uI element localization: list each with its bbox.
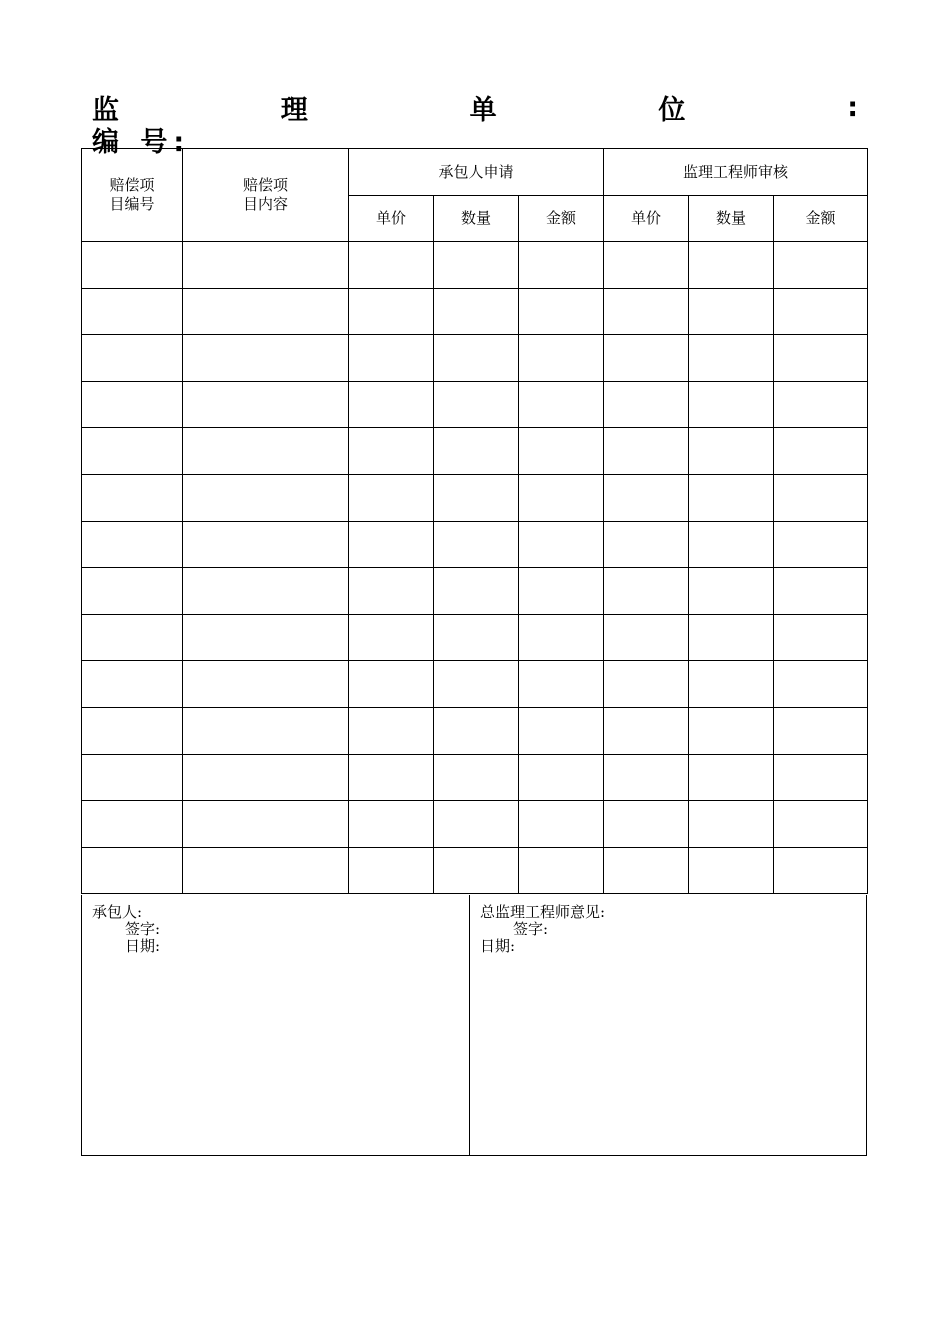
table-cell[interactable]: [519, 847, 604, 894]
table-cell[interactable]: [82, 707, 183, 754]
table-cell[interactable]: [519, 754, 604, 801]
subheader-supervisor-quantity: 数量: [689, 196, 774, 242]
table-cell[interactable]: [689, 428, 774, 475]
contractor-date-label: 日期:: [125, 937, 161, 955]
table-cell[interactable]: [82, 381, 183, 428]
table-cell[interactable]: [434, 521, 519, 568]
table-cell[interactable]: [349, 707, 434, 754]
table-cell[interactable]: [434, 801, 519, 848]
table-row: [82, 614, 868, 661]
table-cell[interactable]: [519, 521, 604, 568]
table-cell[interactable]: [604, 335, 689, 382]
document-number-label: 编 号:: [92, 127, 191, 158]
table-cell[interactable]: [349, 428, 434, 475]
table-row: [82, 707, 868, 754]
table-cell[interactable]: [519, 474, 604, 521]
table-cell[interactable]: [689, 242, 774, 289]
table-row: [82, 661, 868, 708]
table-row: [82, 847, 868, 894]
table-cell[interactable]: [434, 242, 519, 289]
table-cell[interactable]: [689, 801, 774, 848]
table-cell[interactable]: [774, 521, 868, 568]
table-row: [82, 335, 868, 382]
table-cell[interactable]: [183, 754, 349, 801]
table-cell[interactable]: [434, 381, 519, 428]
table-row: [82, 754, 868, 801]
table-cell[interactable]: [349, 474, 434, 521]
table-cell[interactable]: [82, 754, 183, 801]
subheader-supervisor-unit-price: 单价: [604, 196, 689, 242]
table-cell[interactable]: [689, 474, 774, 521]
title-char-4: 位: [658, 94, 686, 126]
contractor-label: 承包人:: [92, 903, 143, 921]
table-cell[interactable]: [604, 707, 689, 754]
chief-engineer-opinion-label: 总监理工程师意见:: [480, 903, 606, 921]
table-cell[interactable]: [519, 428, 604, 475]
table-cell[interactable]: [349, 381, 434, 428]
table-cell[interactable]: [689, 847, 774, 894]
title-char-3: 单: [469, 94, 497, 126]
table-cell[interactable]: [349, 801, 434, 848]
table-cell[interactable]: [774, 381, 868, 428]
table-cell[interactable]: [604, 847, 689, 894]
table-cell[interactable]: [774, 707, 868, 754]
chief-engineer-section: [470, 895, 866, 1155]
table-cell[interactable]: [82, 847, 183, 894]
table-cell[interactable]: [434, 568, 519, 615]
table-cell[interactable]: [604, 521, 689, 568]
table-cell[interactable]: [183, 428, 349, 475]
table-cell[interactable]: [774, 568, 868, 615]
table-cell[interactable]: [82, 428, 183, 475]
table-cell[interactable]: [519, 288, 604, 335]
table-cell[interactable]: [519, 381, 604, 428]
document-title: [92, 90, 858, 124]
table-cell[interactable]: [183, 335, 349, 382]
table-cell[interactable]: [689, 707, 774, 754]
header-item-number-line1: 赔偿项: [109, 176, 155, 194]
table-cell[interactable]: [604, 801, 689, 848]
table-cell[interactable]: [689, 288, 774, 335]
table-cell[interactable]: [183, 474, 349, 521]
table-cell[interactable]: [519, 242, 604, 289]
table-cell[interactable]: [689, 661, 774, 708]
table-cell[interactable]: [183, 521, 349, 568]
table-cell[interactable]: [774, 754, 868, 801]
table-row: [82, 568, 868, 615]
table-cell[interactable]: [604, 288, 689, 335]
table-cell[interactable]: [604, 754, 689, 801]
table-cell[interactable]: [82, 614, 183, 661]
table-cell[interactable]: [434, 661, 519, 708]
header-item-number-line2: 目编号: [109, 195, 155, 213]
table-cell[interactable]: [82, 474, 183, 521]
table-cell[interactable]: [519, 707, 604, 754]
table-cell[interactable]: [434, 614, 519, 661]
table-cell[interactable]: [82, 288, 183, 335]
table-cell[interactable]: [82, 661, 183, 708]
table-cell[interactable]: [774, 847, 868, 894]
table-row: [82, 474, 868, 521]
table-cell[interactable]: [519, 335, 604, 382]
table-cell[interactable]: [349, 288, 434, 335]
table-cell[interactable]: [434, 847, 519, 894]
subheader-contractor-quantity: 数量: [434, 196, 519, 242]
table-cell[interactable]: [434, 754, 519, 801]
header-item-number: [82, 149, 183, 242]
header-item-content-line2: 目内容: [242, 195, 288, 213]
table-cell[interactable]: [774, 428, 868, 475]
table-cell[interactable]: [183, 801, 349, 848]
table-cell[interactable]: [604, 428, 689, 475]
table-cell[interactable]: [82, 335, 183, 382]
table-cell[interactable]: [349, 661, 434, 708]
table-cell[interactable]: [183, 242, 349, 289]
table-cell[interactable]: [689, 335, 774, 382]
table-row: [82, 288, 868, 335]
table-cell[interactable]: [604, 381, 689, 428]
table-cell[interactable]: [349, 754, 434, 801]
subheader-contractor-unit-price: 单价: [349, 196, 434, 242]
table-cell[interactable]: [519, 614, 604, 661]
table-row: [82, 428, 868, 475]
table-cell[interactable]: [689, 381, 774, 428]
table-cell[interactable]: [82, 242, 183, 289]
table-cell[interactable]: [774, 335, 868, 382]
table-cell[interactable]: [434, 335, 519, 382]
header-contractor-application: 承包人申请: [349, 149, 604, 196]
table-cell[interactable]: [774, 801, 868, 848]
table-row: [82, 801, 868, 848]
chief-engineer-signature-label: 签字:: [513, 920, 549, 938]
table-cell[interactable]: [82, 521, 183, 568]
table-cell[interactable]: [183, 847, 349, 894]
title-char-5: :: [847, 91, 858, 123]
compensation-table: [81, 148, 868, 894]
table-cell[interactable]: [604, 661, 689, 708]
table-cell[interactable]: [434, 288, 519, 335]
table-cell[interactable]: [519, 801, 604, 848]
table-cell[interactable]: [604, 474, 689, 521]
table-cell[interactable]: [774, 661, 868, 708]
table-cell[interactable]: [689, 614, 774, 661]
contractor-section: [82, 895, 470, 1155]
subheader-contractor-amount: 金额: [519, 196, 604, 242]
table-cell[interactable]: [183, 568, 349, 615]
table-cell[interactable]: [774, 474, 868, 521]
header-item-content: [183, 149, 349, 242]
table-cell[interactable]: [434, 707, 519, 754]
table-cell[interactable]: [434, 428, 519, 475]
table-row: [82, 521, 868, 568]
table-row: [82, 381, 868, 428]
table-cell[interactable]: [183, 661, 349, 708]
table-cell[interactable]: [349, 335, 434, 382]
table-cell[interactable]: [774, 288, 868, 335]
table-cell[interactable]: [604, 614, 689, 661]
contractor-signature-label: 签字:: [125, 920, 161, 938]
table-cell[interactable]: [519, 661, 604, 708]
header-item-content-line1: 赔偿项: [242, 176, 288, 194]
header-supervisor-review: 监理工程师审核: [604, 149, 868, 196]
table-cell[interactable]: [774, 242, 868, 289]
table-cell[interactable]: [349, 521, 434, 568]
table-cell[interactable]: [82, 568, 183, 615]
table-cell[interactable]: [183, 707, 349, 754]
table-cell[interactable]: [774, 614, 868, 661]
table-cell[interactable]: [183, 381, 349, 428]
table-cell[interactable]: [689, 521, 774, 568]
table-row: [82, 242, 868, 289]
table-cell[interactable]: [349, 242, 434, 289]
table-cell[interactable]: [349, 847, 434, 894]
table-cell[interactable]: [183, 288, 349, 335]
title-char-1: 监: [92, 94, 119, 126]
table-cell[interactable]: [349, 614, 434, 661]
table-cell[interactable]: [689, 754, 774, 801]
signature-section: [81, 895, 867, 1156]
subheader-supervisor-amount: 金额: [774, 196, 868, 242]
chief-engineer-date-label: 日期:: [480, 937, 516, 955]
table-cell[interactable]: [183, 614, 349, 661]
table-cell[interactable]: [82, 801, 183, 848]
table-cell[interactable]: [349, 568, 434, 615]
table-cell[interactable]: [689, 568, 774, 615]
table-cell[interactable]: [604, 242, 689, 289]
title-char-2: 理: [280, 94, 308, 126]
table-cell[interactable]: [434, 474, 519, 521]
table-cell[interactable]: [604, 568, 689, 615]
table-cell[interactable]: [519, 568, 604, 615]
